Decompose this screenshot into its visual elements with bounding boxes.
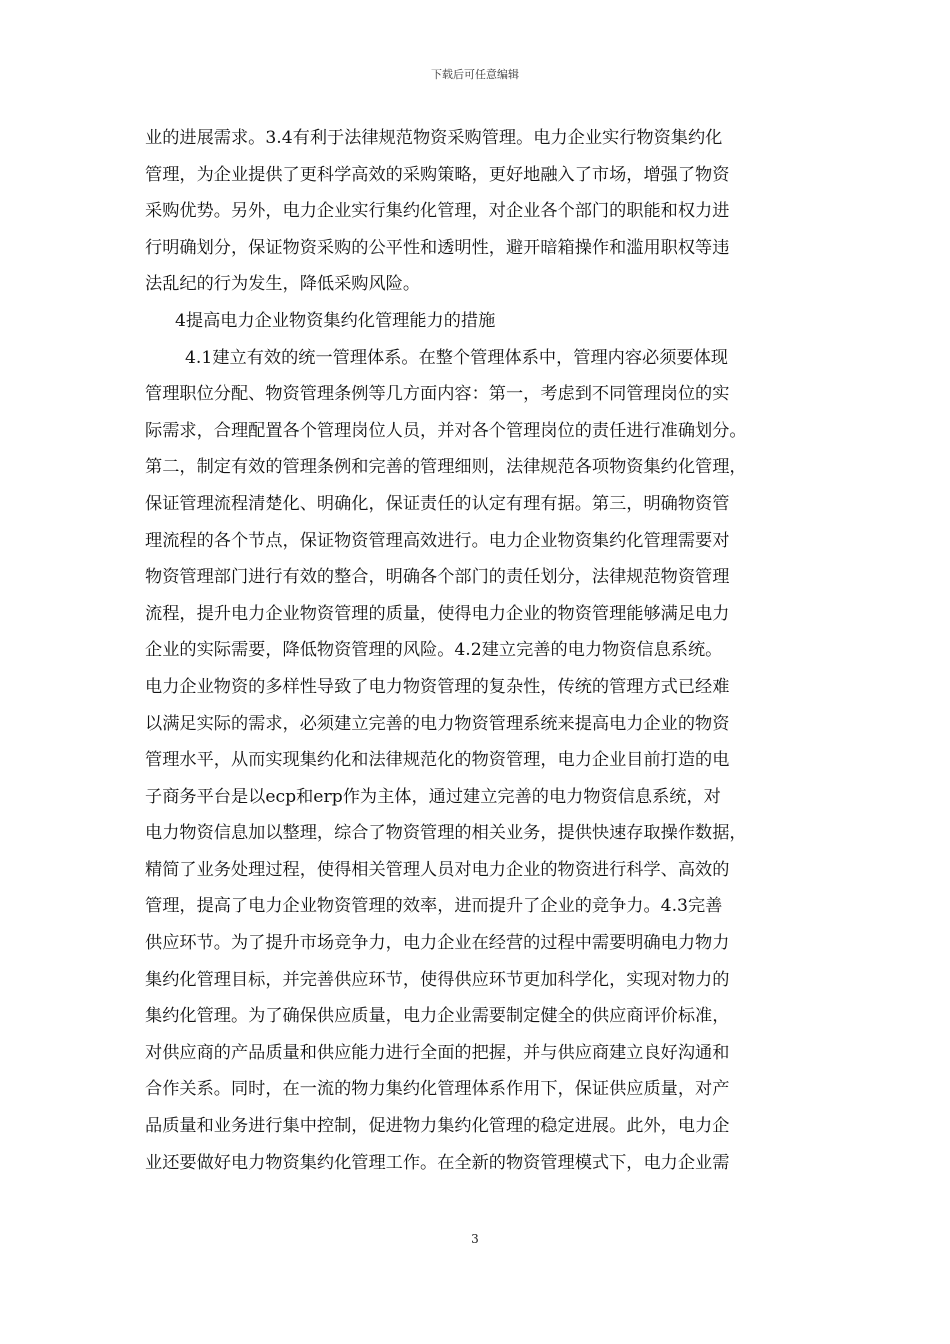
body-line: 保证管理流程清楚化、明确化，保证责任的认定有理有据。第三，明确物资管 [145, 493, 730, 514]
body-line: 管理，提高了电力企业物资管理的效率，进而提升了企业的竞争力。4.3完善 [145, 896, 723, 917]
body-line: 理流程的各个节点，保证物资管理高效进行。电力企业物资集约化管理需要对 [145, 530, 730, 551]
body-line: 精简了业务处理过程，使得相关管理人员对电力企业的物资进行科学、高效的 [145, 859, 730, 880]
page-header: 下载后可任意编辑 [431, 68, 519, 81]
body-line: 集约化管理。为了确保供应质量，电力企业需要制定健全的供应商评价标准， [145, 1006, 730, 1027]
body-line: 第二，制定有效的管理条例和完善的管理细则，法律规范各项物资集约化管理， [145, 457, 747, 478]
body-line: 电力物资信息加以整理，综合了物资管理的相关业务，提供快速存取操作数据， [145, 823, 747, 844]
body-line: 品质量和业务进行集中控制，促进物力集约化管理的稳定进展。此外，电力企 [145, 1116, 730, 1137]
body-line: 电力企业物资的多样性导致了电力物资管理的复杂性，传统的管理方式已经难 [145, 676, 730, 697]
body-line: 业还要做好电力物资集约化管理工作。在全新的物资管理模式下，电力企业需 [145, 1152, 730, 1173]
body-line: 对供应商的产品质量和供应能力进行全面的把握，并与供应商建立良好沟通和 [145, 1042, 730, 1063]
page-number: 3 [471, 1232, 479, 1246]
body-line: 流程，提升电力企业物资管理的质量，使得电力企业的物资管理能够满足电力 [145, 603, 730, 624]
body-line: 业的进展需求。3.4有利于法律规范物资采购管理。电力企业实行物资集约化 [145, 128, 723, 148]
body-line: 际需求，合理配置各个管理岗位人员，并对各个管理岗位的责任进行准确划分。 [145, 420, 747, 441]
body-line: 管理，为企业提供了更科学高效的采购策略，更好地融入了市场，增强了物资 [145, 164, 730, 185]
paragraph-first-line: 4.1建立有效的统一管理体系。在整个管理体系中，管理内容必须要体现 [185, 347, 728, 368]
body-line: 企业的实际需要，降低物资管理的风险。4.2建立完善的电力物资信息系统。 [145, 640, 723, 661]
body-line: 以满足实际的需求，必须建立完善的电力物资管理系统来提高电力企业的物资 [145, 713, 730, 734]
body-line: 子商务平台是以ecp和erp作为主体，通过建立完善的电力物资信息系统，对 [145, 786, 721, 807]
body-line: 管理水平，从而实现集约化和法律规范化的物资管理，电力企业目前打造的电 [145, 750, 730, 771]
body-line: 物资管理部门进行有效的整合，明确各个部门的责任划分，法律规范物资管理 [145, 567, 730, 588]
body-line: 合作关系。同时，在一流的物力集约化管理体系作用下，保证供应质量，对产 [145, 1079, 730, 1100]
body-line: 供应环节。为了提升市场竞争力，电力企业在经营的过程中需要明确电力物力 [145, 933, 730, 954]
body-line: 行明确划分，保证物资采购的公平性和透明性，避开暗箱操作和滥用职权等违 [145, 237, 730, 258]
body-line: 采购优势。另外，电力企业实行集约化管理，对企业各个部门的职能和权力进 [145, 201, 730, 222]
document-body [145, 120, 807, 1181]
section-heading: 4提高电力企业物资集约化管理能力的措施 [175, 310, 496, 331]
body-line: 法乱纪的行为发生，降低采购风险。 [145, 274, 421, 295]
body-line: 集约化管理目标，并完善供应环节，使得供应环节更加科学化，实现对物力的 [145, 969, 730, 990]
body-line: 管理职位分配、物资管理条例等几方面内容：第一，考虑到不同管理岗位的实 [145, 384, 730, 405]
